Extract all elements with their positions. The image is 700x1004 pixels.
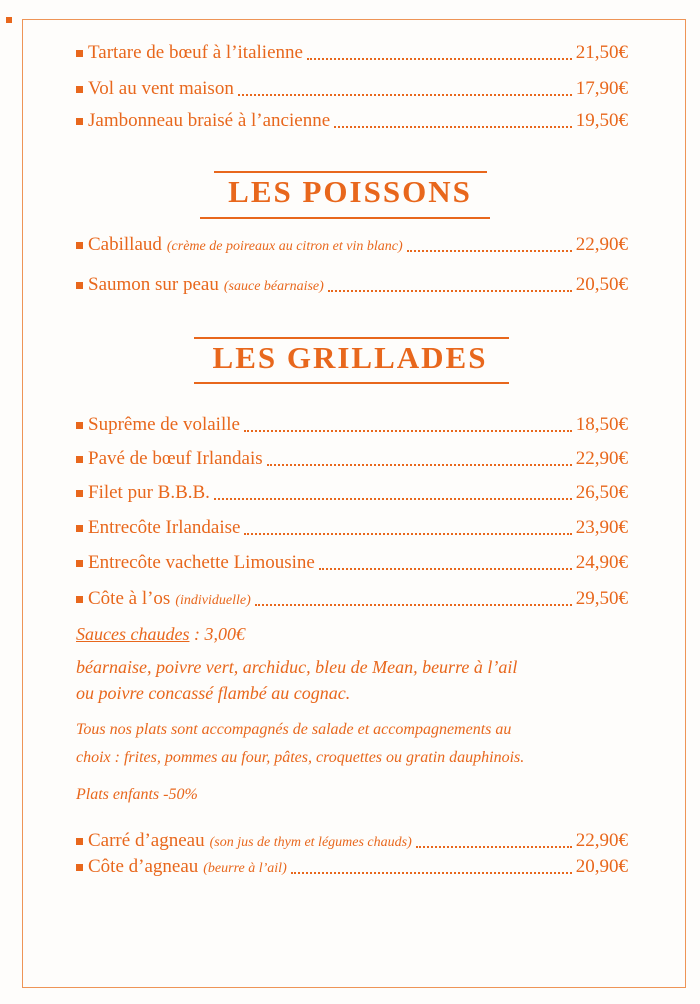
dish-name: Cabillaud <box>88 234 162 255</box>
dish-name: Filet pur B.B.B. <box>88 482 210 503</box>
dish-price: 20,50€ <box>575 274 628 295</box>
bullet-icon <box>76 864 83 871</box>
bullet-icon <box>76 456 83 463</box>
bullet-icon <box>76 560 83 567</box>
menu-item <box>76 108 628 134</box>
bullet-icon <box>76 242 83 249</box>
dot-leader <box>244 429 572 432</box>
bullet-icon <box>76 525 83 532</box>
sides-line: Tous nos plats sont accompagnés de salade et accompagnements au <box>76 721 512 738</box>
section-title-poissons: LES POISSONS <box>228 174 472 209</box>
dish-name: Vol au vent maison <box>88 78 234 99</box>
dish-note: (sauce béarnaise) <box>223 279 324 294</box>
menu-item <box>76 76 628 102</box>
menu-item <box>76 480 628 506</box>
sides-line: choix : frites, pommes au four, pâtes, croquettes ou gratin dauphinois. <box>76 749 525 766</box>
dish-price: 26,50€ <box>575 482 628 503</box>
dish-name: Entrecôte vachette Limousine <box>88 552 315 573</box>
dot-leader <box>214 497 572 500</box>
menu-item <box>76 40 628 66</box>
dish-name: Pavé de bœuf Irlandais <box>88 448 263 469</box>
menu-item <box>76 854 628 880</box>
dish-name: Saumon sur peau <box>88 274 219 295</box>
dot-leader <box>416 845 572 848</box>
dish-price: 22,90€ <box>575 448 628 469</box>
dot-leader <box>291 871 572 874</box>
menu-item <box>76 586 628 612</box>
dish-price: 23,90€ <box>575 517 628 538</box>
menu-item <box>76 446 628 472</box>
dish-name: Jambonneau braisé à l’ancienne <box>88 110 331 131</box>
bullet-icon <box>76 282 83 289</box>
bullet-icon <box>76 596 83 603</box>
menu-item <box>76 412 628 438</box>
corner-mark <box>6 17 12 23</box>
section-title-grillades: LES GRILLADES <box>212 340 488 375</box>
sides-paragraph <box>76 716 524 772</box>
dish-price: 18,50€ <box>575 414 628 435</box>
dish-name: Entrecôte Irlandaise <box>88 517 241 538</box>
dot-leader <box>328 289 572 292</box>
bullet-icon <box>76 490 83 497</box>
dish-note: (crème de poireaux au citron et vin blanc) <box>166 239 403 254</box>
dish-note: (son jus de thym et légumes chauds) <box>209 835 412 850</box>
dish-price: 24,90€ <box>575 552 628 573</box>
section-rule-top <box>194 337 509 339</box>
dish-name: Côte à l’os <box>88 588 171 609</box>
sauces-list <box>76 654 517 706</box>
dot-leader <box>407 249 572 252</box>
dish-price: 19,50€ <box>575 110 628 131</box>
dish-name: Suprême de volaille <box>88 414 240 435</box>
bullet-icon <box>76 86 83 93</box>
dot-leader <box>307 57 572 60</box>
sauces-line: béarnaise, poivre vert, archiduc, bleu de Mean, beurre à l’ail <box>76 657 518 677</box>
dish-price: 20,90€ <box>575 856 628 877</box>
section-rule-bottom <box>194 382 509 384</box>
sauces-price: : 3,00€ <box>189 624 245 644</box>
dish-price: 29,50€ <box>575 588 628 609</box>
dot-leader <box>255 603 572 606</box>
dish-price: 17,90€ <box>575 78 628 99</box>
dish-name: Carré d’agneau <box>88 830 205 851</box>
menu-item <box>76 272 628 298</box>
sauces-line: ou poivre concassé flambé au cognac. <box>76 683 351 703</box>
bullet-icon <box>76 838 83 845</box>
dot-leader <box>244 532 571 535</box>
dish-note: (individuelle) <box>175 593 251 608</box>
dot-leader <box>319 567 572 570</box>
dish-price: 22,90€ <box>575 234 628 255</box>
kids-note: Plats enfants -50% <box>76 786 198 803</box>
dot-leader <box>238 93 572 96</box>
menu-item <box>76 232 628 258</box>
section-rule-bottom <box>200 217 490 219</box>
dot-leader <box>334 125 572 128</box>
menu-item <box>76 515 628 541</box>
dish-price: 22,90€ <box>575 830 628 851</box>
dish-note: (beurre à l’ail) <box>203 861 287 876</box>
dish-name: Tartare de bœuf à l’italienne <box>88 42 303 63</box>
sauces-heading <box>76 624 245 645</box>
dot-leader <box>267 463 572 466</box>
menu-item <box>76 828 628 854</box>
sauces-label: Sauces chaudes <box>76 624 190 644</box>
bullet-icon <box>76 118 83 125</box>
bullet-icon <box>76 422 83 429</box>
menu-item <box>76 550 628 576</box>
dish-name: Côte d’agneau <box>88 856 199 877</box>
bullet-icon <box>76 50 83 57</box>
dish-price: 21,50€ <box>575 42 628 63</box>
section-rule-top <box>214 171 487 173</box>
